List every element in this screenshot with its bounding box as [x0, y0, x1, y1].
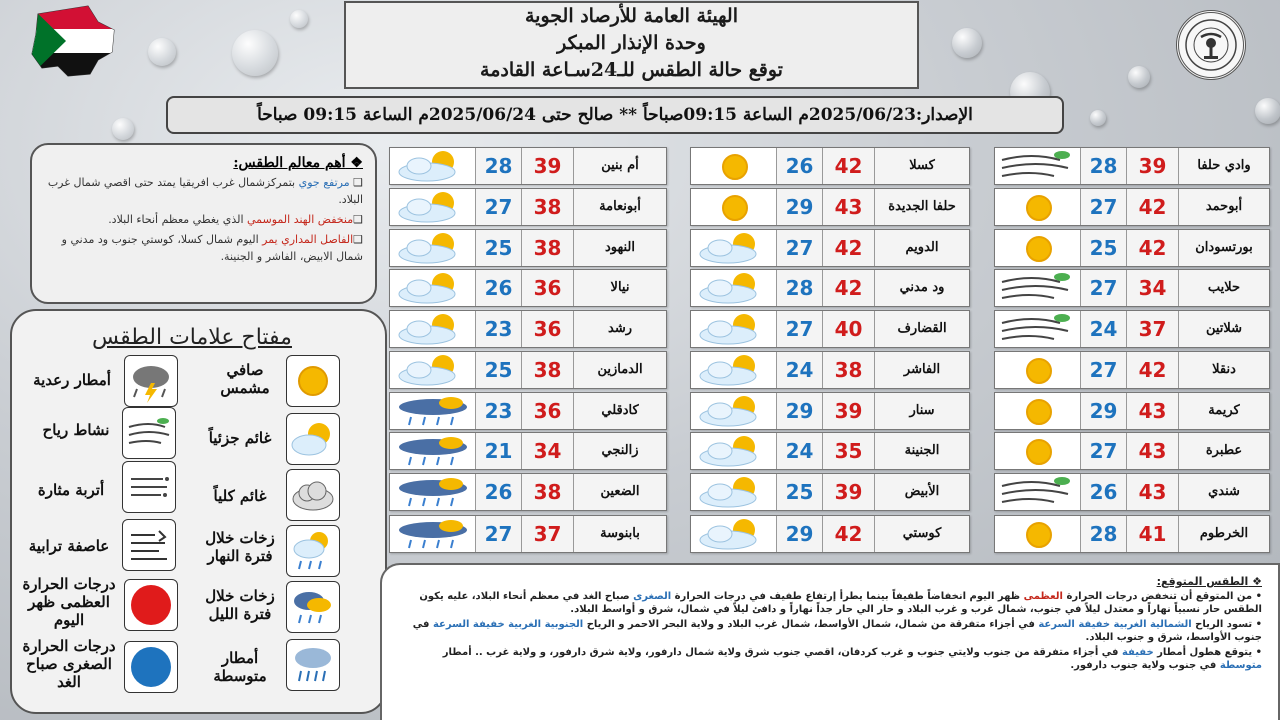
- city-name: حلفا الجديدة: [888, 199, 956, 214]
- partly-cloudy-icon: [390, 270, 476, 306]
- expected-paragraph: • يتوقع هطول أمطار خفيفة في أجزاء متفرقة من جنوب ولايتي جنوب و غرب كردفان، اقصي جنوب شرق ولاية شمال دارفور، ولاية شرق دارفور، و ولاية غرب .. أمطار متوسطة في جنوب ولاية جنوب دارفور.: [442, 647, 1262, 671]
- rain-droplet: [1128, 66, 1150, 88]
- forecast-row: [994, 188, 1270, 226]
- feature-item: ❑الفاصل المداري يمر اليوم شمال كسلا، كوستي جنوب ود مدني و شمال الابيض، الفاشر و الجنينة.: [61, 233, 363, 263]
- night-showers-icon: [390, 516, 476, 552]
- min-temp-value: 25: [1081, 230, 1127, 266]
- legend-label: زخات خلال فترة النهار: [205, 529, 275, 565]
- city-name: الفاشر: [903, 362, 941, 377]
- min-temp-value: 26: [476, 270, 522, 306]
- forecast-row: [994, 310, 1270, 348]
- forecast-row: [690, 473, 970, 511]
- city-name: الدمازين: [597, 362, 643, 377]
- forecast-row: [690, 147, 970, 185]
- max-temp-value: 36: [522, 270, 574, 306]
- sunny-icon: [995, 352, 1081, 388]
- legend-label: زخات خلال فترة الليل: [205, 587, 275, 623]
- max-temp-value: 43: [1127, 393, 1179, 429]
- dust-icon: [122, 461, 176, 513]
- windy-icon: [995, 474, 1081, 510]
- max-temp-value: 34: [1127, 270, 1179, 306]
- city-name: أبوحمد: [1205, 199, 1243, 214]
- features-title: ❖ أهم معالم الطقس:: [233, 155, 363, 171]
- forecast-title: توقع حالة الطقس للـ24سـاعة القادمة: [480, 59, 783, 81]
- forecast-row: [994, 473, 1270, 511]
- forecast-row: [389, 188, 667, 226]
- min-temp-value: 28: [1081, 516, 1127, 552]
- sunny-icon: [691, 189, 777, 225]
- min-temp-value: 21: [476, 433, 522, 469]
- max-temp-value: 41: [1127, 516, 1179, 552]
- max-temp-value: 39: [522, 148, 574, 184]
- legend-label: أمطار رعدية: [33, 371, 111, 389]
- city-name: عطبرة: [1205, 443, 1243, 458]
- partly-cloudy-icon: [390, 148, 476, 184]
- max-temp-value: 38: [522, 474, 574, 510]
- min-temp-value: 29: [777, 516, 823, 552]
- sunny-icon: [286, 355, 340, 407]
- forecast-row: [690, 188, 970, 226]
- night-showers-icon: [390, 474, 476, 510]
- max-temp-value: 42: [823, 148, 875, 184]
- city-name: زالنجي: [601, 443, 639, 458]
- min-temp-value: 26: [476, 474, 522, 510]
- forecast-row: [389, 269, 667, 307]
- feature-item: ❑منخفض الهند الموسمي الذي يغطي معظم أنحاء البلاد.: [108, 213, 363, 226]
- max-temp-value: 38: [823, 352, 875, 388]
- forecast-row: [389, 229, 667, 267]
- duststorm-icon: [122, 519, 176, 571]
- sunny-icon: [995, 516, 1081, 552]
- min-temp-value: 27: [1081, 270, 1127, 306]
- max-temp-icon: [124, 579, 178, 631]
- legend-label: أمطار متوسطة: [213, 649, 267, 685]
- legend-label: عاصفة ترابية: [28, 537, 110, 555]
- rain-droplet: [1255, 98, 1280, 124]
- min-temp-value: 26: [1081, 474, 1127, 510]
- city-name: بابنوسة: [600, 526, 640, 541]
- night-showers-icon: [390, 433, 476, 469]
- issue-validity-bar: الإصدار:2025/06/23م الساعة 09:15صباحاً ** صالح حتى 2025/06/24م الساعة 09:15 صباحاً: [166, 96, 1064, 134]
- city-name: وادي حلفا: [1197, 158, 1251, 173]
- forecast-row: [994, 392, 1270, 430]
- city-name: كوستي: [902, 526, 942, 541]
- partly-cloudy-icon: [691, 516, 777, 552]
- max-temp-value: 42: [823, 516, 875, 552]
- legend-label: صافي مشمس: [220, 361, 270, 397]
- forecast-row: [389, 310, 667, 348]
- partly-cloudy-icon: [691, 311, 777, 347]
- forecast-row: [994, 351, 1270, 389]
- max-temp-value: 43: [1127, 474, 1179, 510]
- forecast-row: [690, 351, 970, 389]
- city-name: كريمة: [1208, 403, 1240, 418]
- max-temp-value: 36: [522, 393, 574, 429]
- city-name: القضارف: [897, 321, 947, 336]
- windy-icon: [995, 311, 1081, 347]
- partly-cloudy-icon: [390, 230, 476, 266]
- partly-cloudy-icon: [390, 311, 476, 347]
- city-name: ود مدني: [899, 280, 945, 295]
- max-temp-value: 34: [522, 433, 574, 469]
- expected-title: ❖ الطقس المتوقع:: [1156, 575, 1262, 588]
- expected-weather-box: [380, 563, 1280, 720]
- forecast-row: [994, 515, 1270, 553]
- min-temp-value: 25: [476, 352, 522, 388]
- met-authority-logo: [1176, 10, 1246, 80]
- city-name: الخرطوم: [1199, 526, 1249, 541]
- max-temp-value: 39: [823, 393, 875, 429]
- legend-label: نشاط رياح: [42, 421, 110, 439]
- forecast-row: [994, 432, 1270, 470]
- legend-label: درجات الحرارة العظمى ظهر اليوم: [22, 575, 116, 629]
- legend-label: درجات الحرارة الصغرى صباح الغد: [22, 637, 116, 691]
- sunny-icon: [995, 433, 1081, 469]
- city-name: الدويم: [905, 240, 939, 255]
- city-name: شندي: [1208, 484, 1240, 499]
- city-name: سنار: [909, 403, 935, 418]
- max-temp-value: 39: [1127, 148, 1179, 184]
- city-name: بورتسودان: [1195, 240, 1253, 255]
- day-showers-icon: [286, 525, 340, 577]
- cloudy-icon: [286, 469, 340, 521]
- rain-droplet: [148, 38, 176, 66]
- sunny-icon: [995, 393, 1081, 429]
- rain-droplet: [952, 28, 982, 58]
- min-temp-value: 24: [777, 433, 823, 469]
- min-temp-value: 27: [476, 516, 522, 552]
- max-temp-value: 36: [522, 311, 574, 347]
- forecast-row: [389, 351, 667, 389]
- max-temp-value: 42: [1127, 230, 1179, 266]
- max-temp-value: 38: [522, 230, 574, 266]
- min-temp-icon: [124, 641, 178, 693]
- min-temp-value: 25: [777, 474, 823, 510]
- forecast-row: [389, 392, 667, 430]
- forecast-row: [994, 147, 1270, 185]
- expected-paragraph: • تسود الرياح الشمالية الغربية خفيفة السرعة في أجزاء متفرقة من شمال، شمال الأواسط، شمال غرب البلاد و ولاية البحر الاحمر و الرياح الجنوبية الغربية خفيفة السرعة في جنوب الأواسط، شرق و جنوب البلاد.: [412, 619, 1262, 643]
- min-temp-value: 29: [1081, 393, 1127, 429]
- night-showers-icon: [286, 581, 340, 633]
- rain-droplet: [1090, 110, 1106, 126]
- min-temp-value: 23: [476, 393, 522, 429]
- city-name: الأبيض: [904, 484, 940, 499]
- rain-droplet: [112, 118, 134, 140]
- min-temp-value: 29: [777, 393, 823, 429]
- moderate-rain-icon: [286, 639, 340, 691]
- min-temp-value: 28: [476, 148, 522, 184]
- city-name: نيالا: [610, 280, 630, 295]
- forecast-row: [690, 515, 970, 553]
- key-title: مفتاح علامات الطقس: [92, 325, 292, 350]
- sudan-flag: [28, 4, 116, 78]
- max-temp-value: 37: [522, 516, 574, 552]
- max-temp-value: 38: [522, 352, 574, 388]
- rain-droplet: [290, 10, 308, 28]
- max-temp-value: 39: [823, 474, 875, 510]
- forecast-row: [690, 432, 970, 470]
- city-name: دنقلا: [1212, 362, 1236, 377]
- partly-cloudy-icon: [691, 270, 777, 306]
- title-box: [344, 1, 919, 89]
- city-name: حلايب: [1207, 280, 1241, 295]
- max-temp-value: 37: [1127, 311, 1179, 347]
- forecast-row: [690, 229, 970, 267]
- city-name: أم بنين: [601, 158, 639, 173]
- weather-features-box: [30, 143, 377, 304]
- agency-title: الهيئة العامة للأرصاد الجوية: [524, 5, 739, 27]
- forecast-row: [690, 392, 970, 430]
- weather-key-box: [10, 309, 387, 714]
- expected-paragraph: • من المتوقع أن تنخفض درجات الحرارة العظمى ظهر اليوم انخفاضاً طفيفاً بينما يطرأ إرتفاع طفيف في درجات الحرارة الصغرى صباح الغد في معظم أنحاء البلاد، عليه يكون الطقس حار نسبياً نهاراً و معتدل ليلاً في جنوب، شمال غرب و غرب البلاد و حار الي حار جداً نهاراً و دافئ ليلاً في شمال، شرق و أواسط البلاد.: [419, 591, 1262, 615]
- min-temp-value: 28: [1081, 148, 1127, 184]
- sunny-icon: [995, 189, 1081, 225]
- partly-cloudy-icon: [390, 189, 476, 225]
- min-temp-value: 23: [476, 311, 522, 347]
- partly-cloudy-icon: [691, 393, 777, 429]
- legend-label: غائم كلياً: [213, 487, 267, 505]
- forecast-row: [389, 515, 667, 553]
- forecast-row: [690, 269, 970, 307]
- partly-cloudy-icon: [286, 413, 340, 465]
- min-temp-value: 24: [777, 352, 823, 388]
- city-name: أبونعامة: [599, 199, 641, 214]
- forecast-row: [389, 147, 667, 185]
- windy-icon: [122, 407, 176, 459]
- partly-cloudy-icon: [691, 230, 777, 266]
- legend-label: أتربة مثارة: [37, 481, 105, 499]
- expected-body: [398, 590, 1262, 672]
- city-name: كسلا: [909, 158, 935, 173]
- forecast-row: [690, 310, 970, 348]
- feature-item: ❑ مرتفع جوي بتمركزشمال غرب افريقيا يمتد حتى اقصي شمال غرب البلاد.: [47, 176, 363, 206]
- city-name: الضعين: [600, 484, 640, 499]
- max-temp-value: 42: [823, 270, 875, 306]
- max-temp-value: 42: [1127, 352, 1179, 388]
- forecast-row: [994, 229, 1270, 267]
- sunny-icon: [995, 230, 1081, 266]
- city-name: النهود: [605, 240, 635, 255]
- max-temp-value: 42: [1127, 189, 1179, 225]
- partly-cloudy-icon: [390, 352, 476, 388]
- thunderstorm-icon: [124, 355, 178, 407]
- min-temp-value: 26: [777, 148, 823, 184]
- city-name: كادقلي: [601, 403, 639, 418]
- min-temp-value: 27: [1081, 189, 1127, 225]
- forecast-row: [389, 473, 667, 511]
- max-temp-value: 38: [522, 189, 574, 225]
- min-temp-value: 24: [1081, 311, 1127, 347]
- night-showers-icon: [390, 393, 476, 429]
- min-temp-value: 25: [476, 230, 522, 266]
- forecast-row: [994, 269, 1270, 307]
- min-temp-value: 27: [777, 311, 823, 347]
- legend-label: غائم جزئياً: [208, 429, 272, 447]
- min-temp-value: 29: [777, 189, 823, 225]
- min-temp-value: 28: [777, 270, 823, 306]
- max-temp-value: 42: [823, 230, 875, 266]
- forecast-row: [389, 432, 667, 470]
- city-name: الجنينة: [904, 443, 940, 458]
- windy-icon: [995, 270, 1081, 306]
- city-name: شلاتين: [1205, 321, 1243, 336]
- partly-cloudy-icon: [691, 352, 777, 388]
- partly-cloudy-icon: [691, 474, 777, 510]
- partly-cloudy-icon: [691, 433, 777, 469]
- min-temp-value: 27: [1081, 433, 1127, 469]
- max-temp-value: 35: [823, 433, 875, 469]
- sunny-icon: [691, 148, 777, 184]
- max-temp-value: 43: [823, 189, 875, 225]
- min-temp-value: 27: [476, 189, 522, 225]
- rain-droplet: [232, 30, 278, 76]
- min-temp-value: 27: [1081, 352, 1127, 388]
- max-temp-value: 40: [823, 311, 875, 347]
- unit-title: وحدة الإنذار المبكر: [557, 32, 706, 54]
- max-temp-value: 43: [1127, 433, 1179, 469]
- city-name: رشد: [608, 321, 632, 336]
- min-temp-value: 27: [777, 230, 823, 266]
- windy-icon: [995, 148, 1081, 184]
